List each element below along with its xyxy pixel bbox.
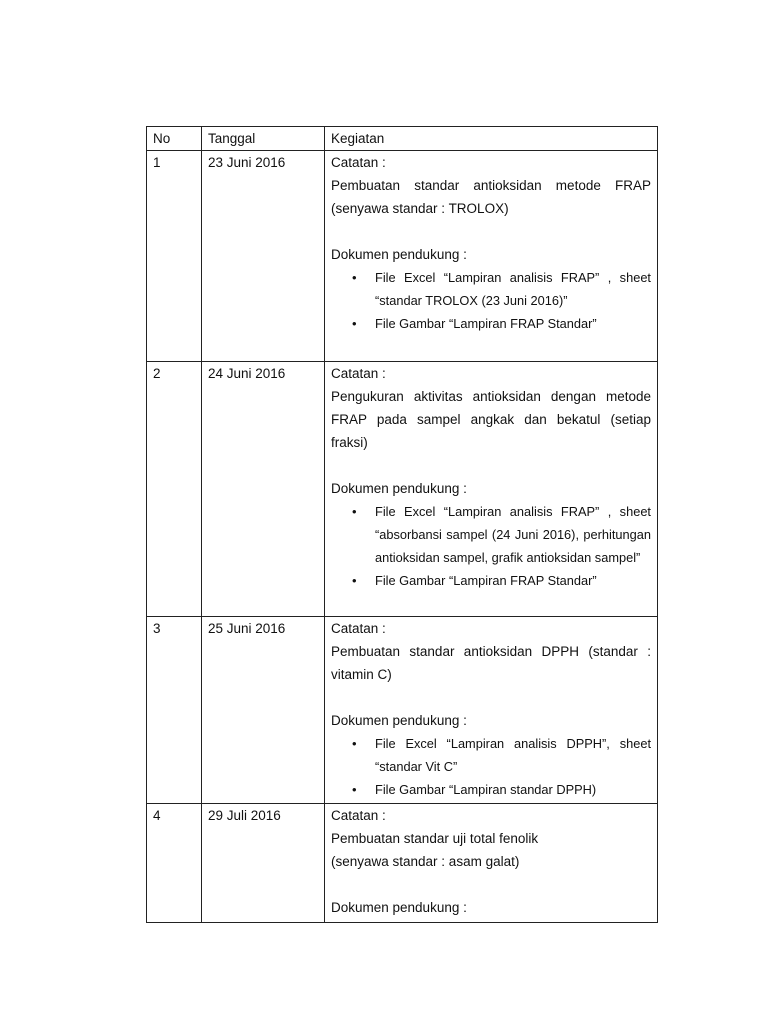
document-item: • File Excel “Lampiran analisis FRAP” , sheet “standar TROLOX (23 Juni 2016)” (375, 266, 651, 312)
dokumen-label: Dokumen pendukung : (331, 713, 467, 728)
row-activity (325, 804, 658, 923)
catatan-text: Pengukuran aktivitas antioksidan dengan metode FRAP pada sampel angkak dan bekatul (setiap fraksi) (331, 389, 651, 450)
catatan-text: Pembuatan standar uji total fenolik (331, 831, 539, 846)
row-number: 1 (147, 151, 202, 362)
row-activity (325, 151, 658, 362)
row-number: 2 (147, 362, 202, 617)
dokumen-label: Dokumen pendukung : (331, 900, 467, 915)
table-row (147, 804, 658, 923)
table-row (147, 151, 658, 362)
catatan-label: Catatan : (331, 621, 386, 636)
catatan-text: Pembuatan standar antioksidan metode FRAP (senyawa standar : TROLOX) (331, 178, 651, 216)
dokumen-label: Dokumen pendukung : (331, 247, 467, 262)
dokumen-label: Dokumen pendukung : (331, 481, 467, 496)
document-list (331, 500, 651, 592)
row-number: 3 (147, 617, 202, 804)
table-row (147, 362, 658, 617)
catatan-label: Catatan : (331, 155, 386, 170)
table-row (147, 617, 658, 804)
document-item: • File Gambar “Lampiran FRAP Standar” (375, 312, 651, 335)
catatan-text: Pembuatan standar antioksidan DPPH (standar : vitamin C) (331, 644, 651, 682)
row-date: 29 Juli 2016 (202, 804, 325, 923)
row-number: 4 (147, 804, 202, 923)
row-date: 24 Juni 2016 (202, 362, 325, 617)
catatan-label: Catatan : (331, 808, 386, 823)
row-date: 23 Juni 2016 (202, 151, 325, 362)
document-item: • File Gambar “Lampiran FRAP Standar” (375, 569, 651, 592)
catatan-text-2: (senyawa standar : asam galat) (331, 854, 520, 869)
row-date: 25 Juni 2016 (202, 617, 325, 804)
catatan-label: Catatan : (331, 366, 386, 381)
table-header-row (147, 127, 658, 151)
row-activity (325, 617, 658, 804)
header-activity: Kegiatan (325, 127, 658, 151)
row-activity (325, 362, 658, 617)
document-list (331, 266, 651, 335)
document-item: • File Gambar “Lampiran standar DPPH) (375, 778, 651, 801)
document-item: • File Excel “Lampiran analisis DPPH”, sheet “standar Vit C” (375, 732, 651, 778)
header-no: No (147, 127, 202, 151)
activity-log-table (146, 126, 658, 923)
document-list (331, 732, 651, 801)
document-item: • File Excel “Lampiran analisis FRAP” , sheet “absorbansi sampel (24 Juni 2016), perhitungan antioksidan sampel, grafik antioksidan sampel” (375, 500, 651, 569)
header-date: Tanggal (202, 127, 325, 151)
